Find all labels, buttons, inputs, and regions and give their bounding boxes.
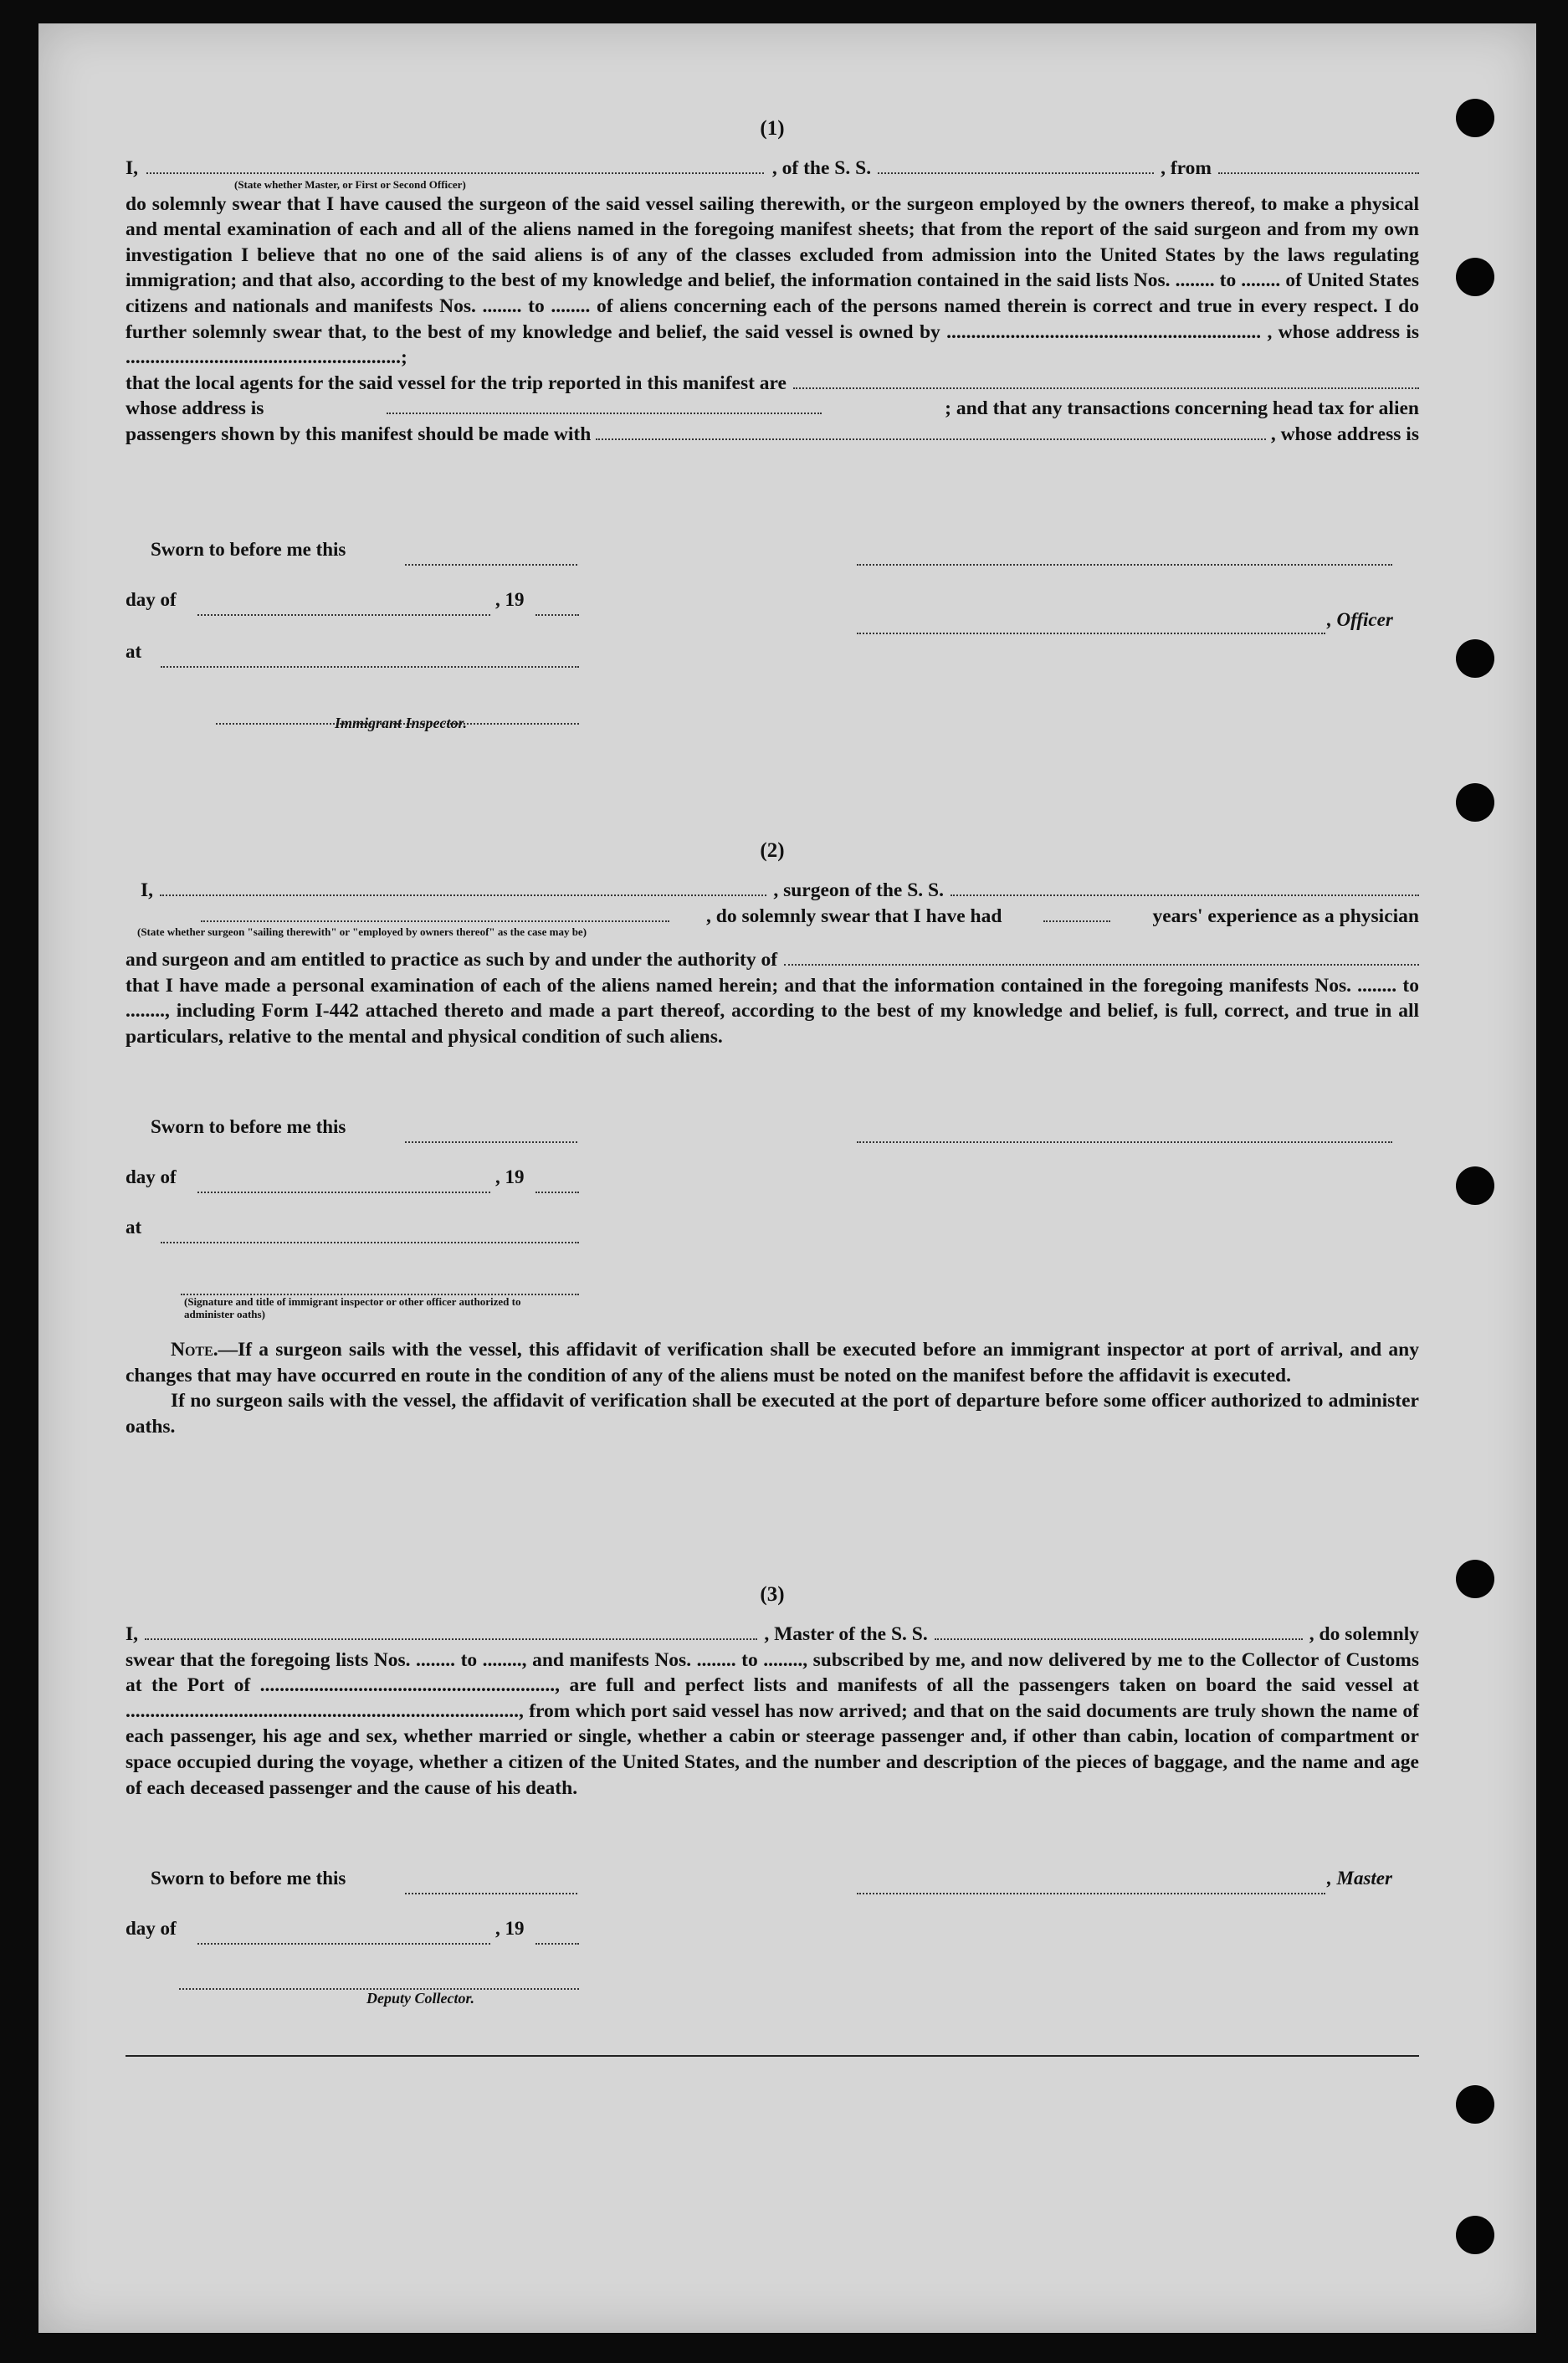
signature-caption: (Signature and title of immigrant inspector or other officer authorized to administer oaths) xyxy=(184,1295,521,1320)
manifest-page xyxy=(38,23,1536,2333)
bottom-rule xyxy=(126,2055,1419,2057)
surgeon-status-field[interactable] xyxy=(201,905,669,922)
surgeon-caption: (State whether surgeon "sailing therewith" or "employed by owners thereof" as the case may be) xyxy=(137,925,587,939)
jurat-day-of: day of xyxy=(126,1918,177,1939)
surgeon-vessel-field[interactable] xyxy=(951,879,1419,896)
sworn-day-field[interactable] xyxy=(405,1891,577,1894)
passengers-label: passengers shown by this manifest should be made with xyxy=(126,423,592,445)
jurat-sworn: Sworn to before me this xyxy=(151,1868,346,1889)
vessel-name-field[interactable] xyxy=(878,157,1154,174)
jurat-day-of: day of xyxy=(126,1166,177,1187)
month-field[interactable] xyxy=(197,613,490,616)
from-port-field[interactable] xyxy=(1218,157,1419,174)
pronoun-i: I, xyxy=(141,879,154,901)
local-agents-label: that the local agents for the said vessel for the trip reported in this manifest are xyxy=(126,372,787,394)
officer-signature-line[interactable] xyxy=(857,562,1392,566)
deputy-collector-label: Deputy Collector. xyxy=(366,1990,474,2007)
surgeon-of-ss-label: , surgeon of the S. S. xyxy=(773,879,944,901)
of-ss-label: , of the S. S. xyxy=(771,157,872,179)
note-text-2: If no surgeon sails with the vessel, the affidavit of verification shall be executed at the port of departure before some officer authorized to administer oaths. xyxy=(126,1390,1419,1438)
officer-signature-line-2[interactable] xyxy=(857,631,1325,634)
pronoun-i: I, xyxy=(126,157,139,179)
officer-label: , Officer xyxy=(1327,609,1393,630)
jurat-year: , 19 xyxy=(495,589,525,610)
binder-hole-icon xyxy=(1456,2085,1494,2124)
note-label: Note. xyxy=(171,1339,218,1361)
section-number: (1) xyxy=(760,117,785,140)
master-vessel-field[interactable] xyxy=(935,1623,1303,1640)
jurat-at: at xyxy=(126,1217,142,1238)
inspector-label: Immigrant Inspector. xyxy=(335,715,468,731)
binder-hole-icon xyxy=(1456,99,1494,137)
from-label: , from xyxy=(1161,157,1212,179)
authority-field[interactable] xyxy=(784,949,1419,966)
agents-address-field[interactable] xyxy=(387,397,822,414)
jurat-sworn: Sworn to before me this xyxy=(151,1116,346,1137)
head-tax-label: ; and that any transactions concerning head tax for alien xyxy=(945,397,1419,420)
binder-hole-icon xyxy=(1456,1166,1494,1205)
jurat-year: , 19 xyxy=(495,1918,525,1939)
years-field[interactable] xyxy=(1043,905,1110,922)
surgeon-affidavit-text: that I have made a personal examination of each of the aliens named herein; and that the information contained in the foregoing manifests Nos. ........ to ........, including Form I-442 attached thereto and made a part thereof, according to the best of my knowledge and belief, is full, correct, and true in all particulars, relative to the mental and physical condition of such aliens. xyxy=(126,974,1419,1048)
affidavit-surgeon-section xyxy=(126,839,1419,1050)
surgeon-name-field[interactable] xyxy=(160,879,766,896)
note-block xyxy=(126,1337,1419,1439)
master-label: , Master xyxy=(1327,1868,1392,1889)
affidavit-text: do solemnly swear that I have caused the surgeon of the said vessel sailing therewith, or the surgeon employed by the owners thereof, to make a physical and mental examination of each and all of the aliens named in the foregoing manifest sheets; that from the report of the said surgeon and from my own investigation I believe that no one of the said aliens is of any of the classes excluded from admission into the United States by the laws regulating immigration; and that also, according to the best of my knowledge and belief, the information contained in the said lists Nos. ........ to ........ of United States citizens and nationals and manifests Nos. ........ to ........ of aliens concerning each of the persons named therein is correct and true in every respect. I do further solemnly swear that, to the best of my knowledge and belief, the said vessel is owned by ................................................................ , whose address is ........................................................; xyxy=(126,192,1419,369)
years-label: years' experience as a physician xyxy=(1152,905,1419,927)
master-signature-line[interactable] xyxy=(857,1891,1325,1894)
pronoun-i: I, xyxy=(126,1623,139,1645)
month-field[interactable] xyxy=(197,1941,490,1945)
section-number: (3) xyxy=(760,1583,785,1606)
jurat-day-of: day of xyxy=(126,589,177,610)
sworn-day-field[interactable] xyxy=(405,562,577,566)
affidavit-master-section xyxy=(126,117,1419,448)
head-tax-contact-field[interactable] xyxy=(596,423,1266,440)
note-text: —If a surgeon sails with the vessel, this affidavit of verification shall be executed before an immigrant inspector at port of arrival, and any changes that may have occurred en route in the condition of any of the aliens must be noted on the manifest before the affidavit is executed. xyxy=(126,1339,1419,1387)
officer-caption: (State whether Master, or First or Second Officer) xyxy=(234,177,466,191)
master-affidavit-text: swear that the foregoing lists Nos. ........ to ........, and manifests Nos. ........ to ........, subscribed by me, and now delivered by me to the Collector of Customs at the Port of ............................................................, are full and perfect lists and manifests of all the passengers taken on board the said vessel at ................................................................................, from which port said vessel has now arrived; and that on the said documents are truly shown the name of each passenger, his age and sex, whether married or single, whether a cabin or steerage passenger and, if other than cabin, location of compartment or space occupied during the voyage, whether a citizen of the United States, and the number and description of the pieces of baggage, and the name and age of each deceased passenger and the cause of his death. xyxy=(126,1648,1419,1799)
section-number: (2) xyxy=(760,839,785,862)
place-field[interactable] xyxy=(161,1240,579,1243)
binder-hole-icon xyxy=(1456,1560,1494,1598)
local-agents-field[interactable] xyxy=(793,372,1419,389)
authority-label: and surgeon and am entitled to practice as such by and under the authority of xyxy=(126,949,778,971)
whose-address-label: , whose address is xyxy=(1270,423,1419,445)
jurat-at: at xyxy=(126,641,142,662)
binder-hole-icon xyxy=(1456,2216,1494,2254)
jurat-year: , 19 xyxy=(495,1166,525,1187)
month-field[interactable] xyxy=(197,1190,490,1193)
officer-name-field[interactable] xyxy=(146,157,764,174)
year-field[interactable] xyxy=(535,1190,579,1193)
year-field[interactable] xyxy=(535,613,579,616)
jurat-sworn: Sworn to before me this xyxy=(151,539,346,560)
master-of-ss-label: , Master of the S. S. xyxy=(764,1623,928,1645)
binder-hole-icon xyxy=(1456,258,1494,296)
surgeon-signature-line[interactable] xyxy=(857,1140,1392,1143)
place-field[interactable] xyxy=(161,664,579,668)
binder-hole-icon xyxy=(1456,783,1494,822)
year-field[interactable] xyxy=(535,1941,579,1945)
do-solemnly-label: , do solemnly xyxy=(1309,1623,1419,1645)
affidavit-master-lists-section xyxy=(126,1583,1419,1801)
sworn-day-field[interactable] xyxy=(405,1140,577,1143)
binder-hole-icon xyxy=(1456,639,1494,678)
address-label: whose address is xyxy=(126,397,264,420)
swear-label: , do solemnly swear that I have had xyxy=(706,905,1002,927)
master-name-field[interactable] xyxy=(145,1623,757,1640)
